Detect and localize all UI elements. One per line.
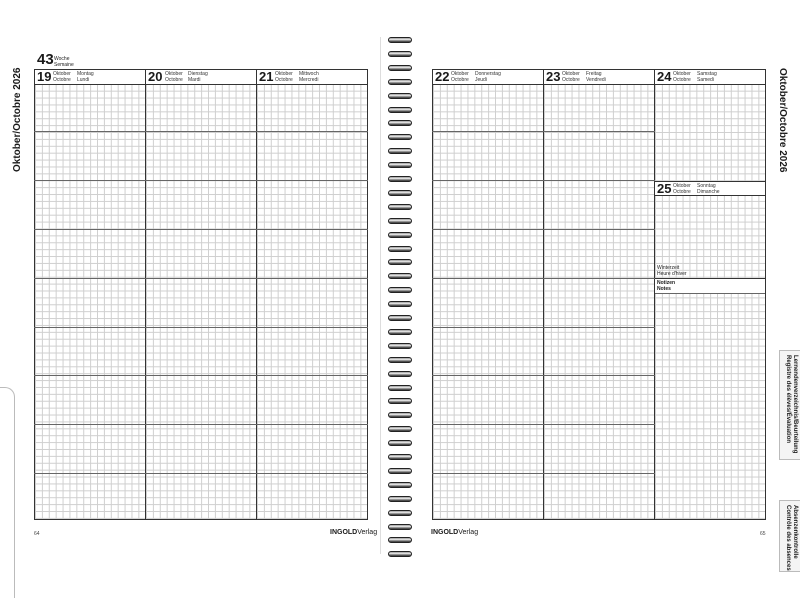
day-weekday bbox=[475, 71, 501, 83]
tab-student-register-label bbox=[784, 355, 798, 453]
time-block-divider bbox=[432, 131, 655, 132]
month-de: Oktober bbox=[275, 71, 293, 77]
day-month bbox=[275, 71, 293, 83]
wintertime-fr: Heure d'hiver bbox=[657, 271, 687, 277]
brand-rest: Verlag bbox=[357, 529, 378, 536]
tab-absence-control[interactable] bbox=[779, 500, 800, 572]
day-month bbox=[451, 71, 469, 83]
spiral-ring bbox=[388, 65, 412, 71]
time-block-divider bbox=[34, 278, 368, 279]
day-weekday bbox=[299, 71, 319, 83]
spiral-ring bbox=[388, 204, 412, 210]
spiral-ring bbox=[388, 287, 412, 293]
notes-de: Notizen bbox=[657, 280, 676, 286]
week-number: 43 bbox=[37, 51, 54, 68]
brand-bold: INGOLD bbox=[431, 529, 459, 536]
time-block-divider bbox=[432, 473, 655, 474]
time-block-divider bbox=[432, 375, 655, 376]
spiral-ring bbox=[388, 162, 412, 168]
spiral-ring bbox=[388, 343, 412, 349]
spiral-ring bbox=[388, 482, 412, 488]
spiral-ring bbox=[388, 468, 412, 474]
tab-absence-control-label bbox=[784, 505, 798, 571]
spiral-ring bbox=[388, 398, 412, 404]
tab-line1: Lernendenverzeichnis/Beurteilung bbox=[792, 355, 798, 454]
time-block-divider bbox=[34, 131, 368, 132]
day-column-thursday[interactable] bbox=[432, 69, 544, 520]
day-column-weekend[interactable] bbox=[654, 69, 766, 520]
week-label bbox=[54, 56, 74, 68]
weekday-fr: Lundi bbox=[77, 77, 90, 83]
notes-label bbox=[657, 280, 675, 292]
time-block-divider bbox=[34, 229, 368, 230]
spiral-ring bbox=[388, 454, 412, 460]
day-column-wednesday[interactable] bbox=[256, 69, 368, 520]
right-brand bbox=[431, 529, 478, 536]
weekday-de: Sonntag bbox=[697, 183, 716, 189]
notes-fr: Notes bbox=[657, 286, 671, 292]
tab-line2: Registre des élèves/Évaluation bbox=[785, 355, 791, 444]
day-weekday bbox=[697, 71, 717, 83]
month-de: Oktober bbox=[562, 71, 580, 77]
day-number: 21 bbox=[259, 69, 274, 84]
weekday-fr: Vendredi bbox=[586, 77, 606, 83]
week-label-fr: Semaine bbox=[54, 62, 74, 68]
brand-rest: Verlag bbox=[458, 529, 479, 536]
right-vertical-title: Oktober/Octobre 2026 bbox=[777, 68, 788, 173]
spiral-ring bbox=[388, 496, 412, 502]
spiral-ring bbox=[388, 246, 412, 252]
day-month bbox=[673, 71, 691, 83]
right-page-number: 65 bbox=[760, 531, 766, 537]
month-fr: Octobre bbox=[53, 77, 71, 83]
day-column-friday[interactable] bbox=[543, 69, 655, 520]
spiral-ring bbox=[388, 301, 412, 307]
tab-student-register[interactable] bbox=[779, 350, 800, 460]
day-column-monday[interactable] bbox=[34, 69, 146, 520]
spiral-ring bbox=[388, 315, 412, 321]
spiral-ring bbox=[388, 329, 412, 335]
spiral-ring bbox=[388, 51, 412, 57]
month-de: Oktober bbox=[673, 71, 691, 77]
week-label-de: Woche bbox=[54, 56, 70, 62]
day-column-tuesday[interactable] bbox=[145, 69, 257, 520]
time-block-divider bbox=[432, 327, 655, 328]
weekday-fr: Mardi bbox=[188, 77, 201, 83]
spiral-ring bbox=[388, 259, 412, 265]
day-header bbox=[433, 70, 543, 85]
sunday-number: 25 bbox=[657, 181, 672, 196]
weekday-fr: Samedi bbox=[697, 77, 714, 83]
month-fr: Octobre bbox=[562, 77, 580, 83]
month-fr: Octobre bbox=[165, 77, 183, 83]
spiral-ring bbox=[388, 120, 412, 126]
month-fr: Octobre bbox=[673, 189, 691, 195]
weekday-fr: Mercredi bbox=[299, 77, 319, 83]
spiral-ring bbox=[388, 385, 412, 391]
spiral-ring bbox=[388, 273, 412, 279]
time-block-divider bbox=[34, 327, 368, 328]
time-block-divider bbox=[432, 229, 655, 230]
spiral-ring bbox=[388, 37, 412, 43]
spiral-ring bbox=[388, 440, 412, 446]
time-block-divider bbox=[432, 180, 655, 181]
day-number: 22 bbox=[435, 69, 450, 84]
weekday-fr: Dimanche bbox=[697, 189, 720, 195]
spiral-ring bbox=[388, 190, 412, 196]
day-month bbox=[562, 71, 580, 83]
weekday-fr: Jeudi bbox=[475, 77, 487, 83]
day-header bbox=[146, 70, 256, 85]
tab-line1: Absenzenkontrolle bbox=[792, 505, 798, 559]
left-page-number: 64 bbox=[34, 531, 40, 537]
day-number: 24 bbox=[657, 69, 672, 84]
brand-bold: INGOLD bbox=[330, 529, 358, 536]
notes-header bbox=[655, 278, 765, 294]
time-block-divider bbox=[34, 424, 368, 425]
day-number: 23 bbox=[546, 69, 561, 84]
spiral-ring bbox=[388, 232, 412, 238]
left-vertical-title: Oktober/Octobre 2026 bbox=[12, 67, 23, 172]
spiral-ring bbox=[388, 357, 412, 363]
sunday-header bbox=[655, 181, 765, 196]
spiral-ring bbox=[388, 93, 412, 99]
sunday-month bbox=[673, 183, 691, 195]
spiral-ring bbox=[388, 551, 412, 557]
spiral-binding bbox=[386, 35, 414, 565]
time-block-divider bbox=[34, 375, 368, 376]
day-header bbox=[257, 70, 367, 85]
spiral-ring bbox=[388, 107, 412, 113]
day-weekday bbox=[188, 71, 208, 83]
wintertime-de: Winterzeit bbox=[657, 265, 680, 271]
time-block-divider bbox=[34, 180, 368, 181]
day-header bbox=[35, 70, 145, 85]
sunday-weekday bbox=[697, 183, 720, 195]
day-month bbox=[53, 71, 71, 83]
day-weekday bbox=[77, 71, 94, 83]
spiral-ring bbox=[388, 412, 412, 418]
day-header bbox=[544, 70, 654, 85]
spiral-ring bbox=[388, 218, 412, 224]
tab-line2: Contrôle des absences bbox=[785, 505, 791, 571]
month-de: Oktober bbox=[673, 183, 691, 189]
time-block-divider bbox=[432, 424, 655, 425]
spiral-ring bbox=[388, 524, 412, 530]
spiral-ring bbox=[388, 537, 412, 543]
month-de: Oktober bbox=[451, 71, 469, 77]
spiral-ring bbox=[388, 134, 412, 140]
left-brand bbox=[330, 529, 377, 536]
day-number: 20 bbox=[148, 69, 163, 84]
wintertime-note bbox=[657, 265, 687, 277]
weekday-de: Donnerstag bbox=[475, 71, 501, 77]
time-block-divider bbox=[432, 278, 655, 279]
month-fr: Octobre bbox=[275, 77, 293, 83]
weekday-de: Samstag bbox=[697, 71, 717, 77]
day-month bbox=[165, 71, 183, 83]
day-number: 19 bbox=[37, 69, 52, 84]
month-fr: Octobre bbox=[451, 77, 469, 83]
weekday-de: Freitag bbox=[586, 71, 602, 77]
month-de: Oktober bbox=[165, 71, 183, 77]
spiral-ring bbox=[388, 176, 412, 182]
day-weekday bbox=[586, 71, 606, 83]
page-edge-notch bbox=[0, 387, 15, 598]
spiral-ring bbox=[388, 510, 412, 516]
month-de: Oktober bbox=[53, 71, 71, 77]
spiral-ring bbox=[388, 79, 412, 85]
weekday-de: Mittwoch bbox=[299, 71, 319, 77]
spiral-ring bbox=[388, 371, 412, 377]
month-fr: Octobre bbox=[673, 77, 691, 83]
weekday-de: Montag bbox=[77, 71, 94, 77]
time-block-divider bbox=[34, 473, 368, 474]
spiral-ring bbox=[388, 426, 412, 432]
day-header bbox=[655, 70, 765, 85]
weekday-de: Dienstag bbox=[188, 71, 208, 77]
spiral-ring bbox=[388, 148, 412, 154]
